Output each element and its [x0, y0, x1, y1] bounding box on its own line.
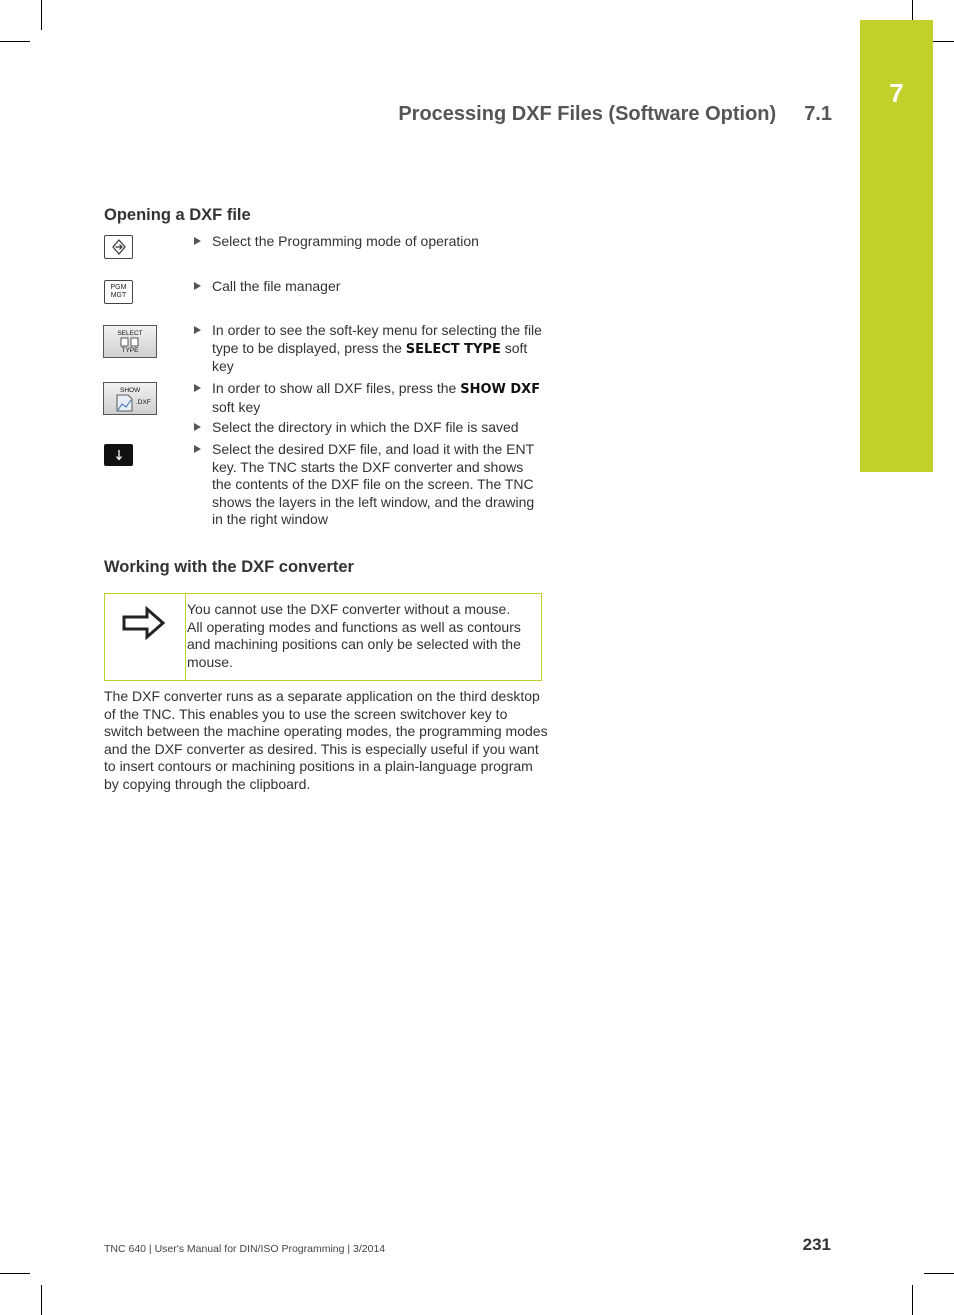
section-heading-working: Working with the DXF converter [104, 558, 354, 576]
select-type-softkey [103, 325, 157, 358]
step-select-type [194, 322, 542, 376]
step-text-pre: In order to see the soft-key menu for selecting the file type to be displayed, press the [212, 322, 542, 356]
bullet-arrow-icon [194, 282, 201, 290]
crop-mark [0, 1273, 30, 1274]
step-select-directory [194, 419, 542, 437]
step-text [212, 380, 542, 416]
note-box [104, 593, 542, 681]
header-title: Processing DXF Files (Software Option) [398, 103, 777, 125]
ent-arrow-icon [114, 448, 124, 462]
crop-mark [924, 1273, 954, 1274]
bullet-arrow-icon [194, 237, 201, 245]
programming-mode-icon [111, 239, 127, 255]
file-type-icon [119, 337, 141, 347]
step-call-file-manager [194, 278, 542, 296]
bullet-arrow-icon [194, 423, 201, 431]
select-type-softkey-top-label: SELECT [117, 330, 143, 337]
ent-key [104, 444, 133, 466]
bullet-arrow-icon [194, 445, 201, 453]
footer-text: TNC 640 | User's Manual for DIN/ISO Programming | 3/2014 [104, 1243, 386, 1255]
show-dxf-softkey-top-label: SHOW [120, 387, 141, 394]
note-text: You cannot use the DXF converter without a mouse. All operating modes and functions as well as contours and machining positions can only be selected with the mouse. [187, 601, 521, 670]
programming-mode-key [104, 235, 133, 259]
crop-mark [41, 0, 42, 30]
crop-mark [0, 41, 30, 42]
show-dxf-softkey [103, 382, 157, 415]
dxf-file-icon [116, 394, 134, 412]
step-text [212, 322, 542, 376]
softkey-name: SHOW DXF [460, 382, 541, 397]
step-show-dxf [194, 380, 542, 416]
crop-mark [41, 1285, 42, 1315]
step-text: Select the directory in which the DXF file is saved [212, 419, 519, 435]
step-text-post: soft key [212, 398, 261, 415]
pgm-mgt-key: PGM MGT [104, 280, 133, 304]
step-text-pre: In order to show all DXF files, press the [212, 380, 461, 396]
step-select-programming-mode [194, 233, 542, 251]
note-arrow-icon [121, 606, 167, 640]
bullet-arrow-icon [194, 384, 201, 392]
page-number: 231 [802, 1235, 831, 1254]
running-header [398, 103, 832, 126]
chapter-tab [860, 20, 933, 472]
select-type-softkey-bottom-label: TYPE [121, 347, 139, 354]
show-dxf-softkey-bottom-label: .DXF [136, 399, 151, 406]
body-paragraph: The DXF converter runs as a separate application on the third desktop of the TNC. This enables you to use the screen switchover key to switch between the machine operating modes, the programming modes and the DXF converter as desired. This is especially useful if you want to insert contours or machining positions in a plain-language program by copying through the clipboard. [104, 688, 548, 792]
step-text-post: soft key [212, 339, 528, 374]
chapter-number: 7 [889, 78, 904, 108]
note-divider [185, 594, 186, 680]
step-text: Call the file manager [212, 278, 341, 294]
softkey-name: SELECT TYPE [405, 341, 501, 357]
bullet-arrow-icon [194, 326, 201, 334]
header-section-number: 7.1 [804, 103, 832, 125]
step-text: Select the Programming mode of operation [212, 233, 479, 249]
crop-mark [912, 1285, 913, 1315]
step-load-dxf-file [194, 441, 542, 529]
section-heading-opening: Opening a DXF file [104, 206, 251, 224]
step-text: Select the desired DXF file, and load it with the ENT key. The TNC starts the DXF converter and shows the contents of the DXF file on the screen. The TNC shows the layers in the left window, and the drawing in the right window [212, 441, 535, 527]
